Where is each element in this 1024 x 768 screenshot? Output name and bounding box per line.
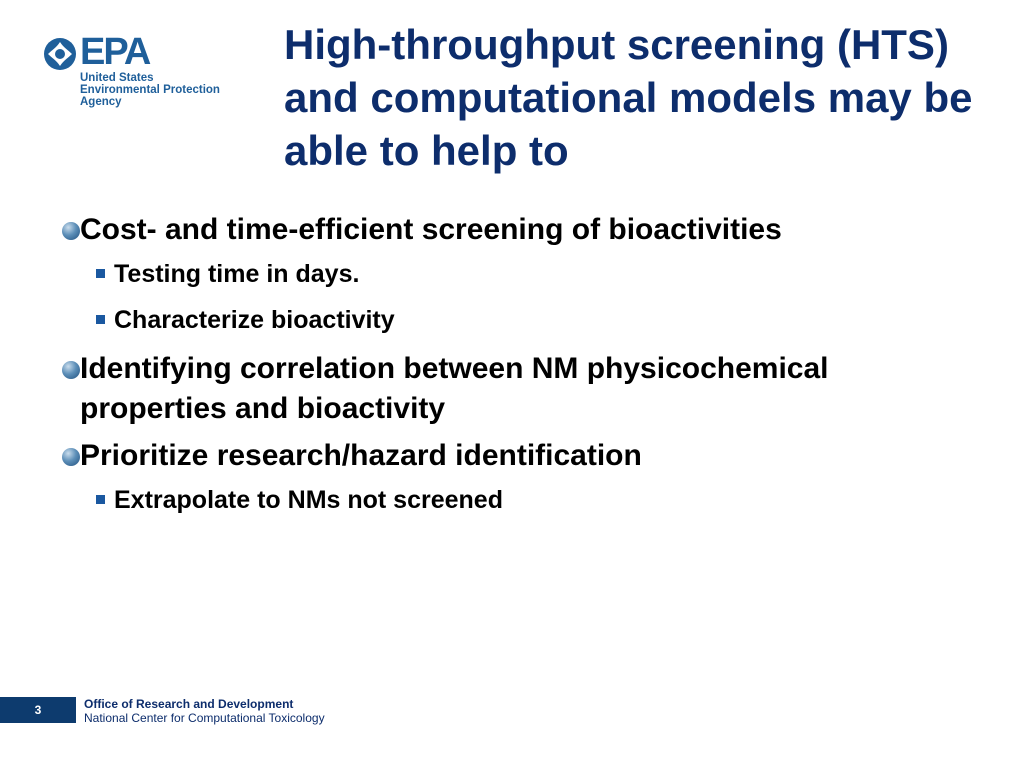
sub-bullet-item	[62, 303, 982, 337]
footer-text	[84, 697, 325, 725]
page-number: 3	[34, 703, 42, 717]
org-line: United States	[80, 72, 154, 84]
square-bullet-icon	[96, 495, 105, 504]
sub-bullet-item	[62, 483, 982, 517]
org-line: Environmental Protection	[80, 84, 220, 96]
sub-bullet-text: Testing time in days.	[114, 260, 360, 288]
square-bullet-icon	[96, 269, 105, 278]
footer-center: National Center for Computational Toxicology	[84, 711, 325, 725]
epa-flower-icon	[42, 36, 78, 72]
bullet-text: Identifying correlation between NM physicochemical	[80, 352, 829, 385]
bullet-item	[62, 210, 982, 250]
bullet-item	[62, 349, 982, 429]
bullet-item	[62, 436, 982, 476]
bullet-text: Prioritize research/hazard identification	[80, 439, 642, 472]
square-bullet-icon	[96, 315, 105, 324]
epa-wordmark: EPA	[80, 31, 150, 73]
bullet-list	[62, 210, 982, 529]
round-bullet-icon	[62, 222, 80, 240]
bullet-text: Cost- and time-efficient screening of bioactivities	[80, 213, 782, 246]
epa-logo	[42, 31, 232, 114]
sub-bullet-item	[62, 257, 982, 291]
footer-office: Office of Research and Development	[84, 697, 294, 711]
epa-org-name	[80, 72, 220, 108]
round-bullet-icon	[62, 448, 80, 466]
round-bullet-icon	[62, 361, 80, 379]
slide-title: High-throughput screening (HTS) and computational models may be able to help to	[284, 21, 973, 174]
org-line: Agency	[80, 96, 122, 108]
bullet-text-continued: properties and bioactivity	[80, 392, 446, 425]
sub-bullet-text: Characterize bioactivity	[114, 306, 395, 334]
sub-bullet-text: Extrapolate to NMs not screened	[114, 486, 503, 514]
